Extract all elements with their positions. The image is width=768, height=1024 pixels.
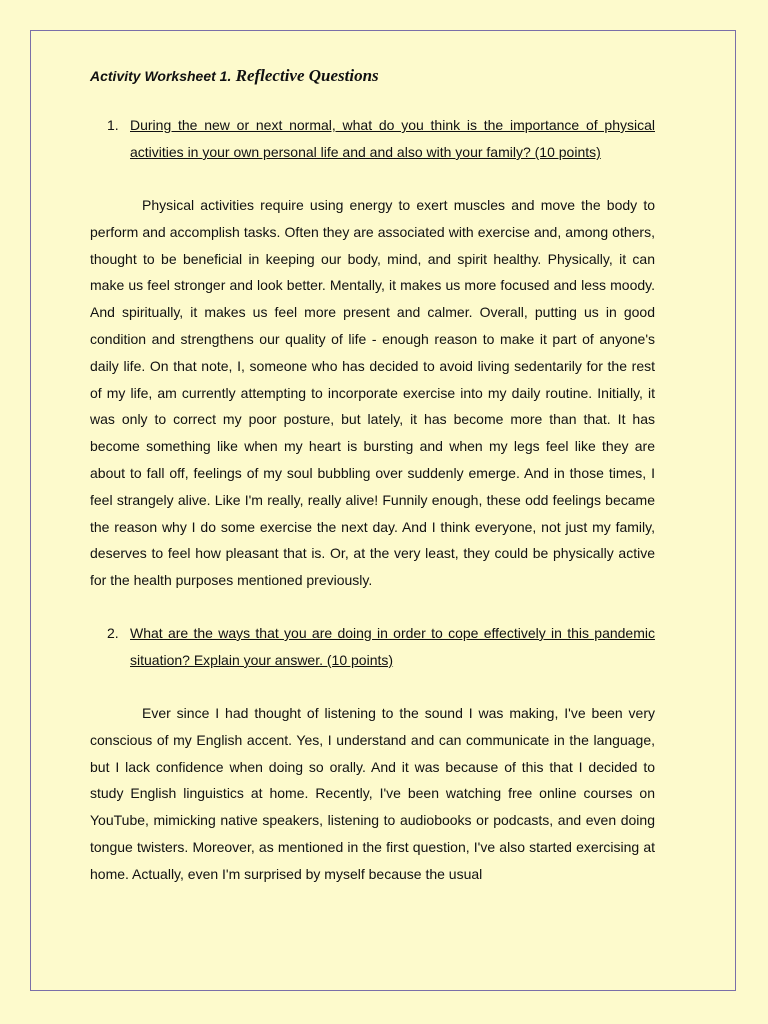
worksheet-title-heading: Reflective Questions	[231, 66, 379, 85]
question-2-text: What are the ways that you are doing in order to cope effectively in this pandemic situation? Explain your answer. (10 points)	[130, 624, 655, 668]
worksheet-title	[90, 62, 655, 90]
question-2-number: 2.	[107, 624, 119, 641]
question-1	[90, 112, 655, 166]
question-1-number: 1.	[107, 117, 119, 133]
question-1-text: During the new or next normal, what do you think is the importance of physical activities in your own personal life and and also with your family? (10 points)	[130, 117, 655, 160]
worksheet-title-label: Activity Worksheet 1.	[90, 68, 232, 84]
worksheet-content	[90, 62, 655, 888]
answer-1: Physical activities require using energy to exert muscles and move the body to perform and accomplish tasks. Often they are associated with exercise and, among others, thought to be beneficial in keeping our body, mind, and spirit healthy. Physically, it can make us feel stronger and look better. Mentally, it makes us more focused and less moody. And spiritually, it makes us feel more present and calmer. Overall, putting us in good condition and strengthens our quality of life - enough reason to make it part of anyone's daily life. On that note, I, someone who has decided to avoid living sedentarily for the rest of my life, am currently attempting to incorporate exercise into my daily routine. Initially, it was only to correct my poor posture, but lately, it has become more than that. It has become something like when my heart is bursting and when my legs feel like they are about to fall off, feelings of my soul bubbling over suddenly emerge. And in those times, I feel strangely alive. Like I'm really, really alive! Funnily enough, these odd feelings became the reason why I do some exercise the next day. And I think everyone, not just my family, deserves to feel how pleasant that is. Or, at the very least, they could be physically active for the health purposes mentioned previously.	[90, 197, 655, 589]
answer-2: Ever since I had thought of listening to the sound I was making, I've been very conscious of my English accent. Yes, I understand and can communicate in the language, but I lack confidence when doing so orally. And it was because of this that I decided to study English linguistics at home. Recently, I've been watching free online courses on YouTube, mimicking native speakers, listening to audiobooks or podcasts, and even doing tongue twisters. Moreover, as mentioned in the first question, I've also started exercising at home. Actually, even I'm surprised by myself because the usual	[90, 704, 655, 882]
question-2	[90, 620, 655, 674]
